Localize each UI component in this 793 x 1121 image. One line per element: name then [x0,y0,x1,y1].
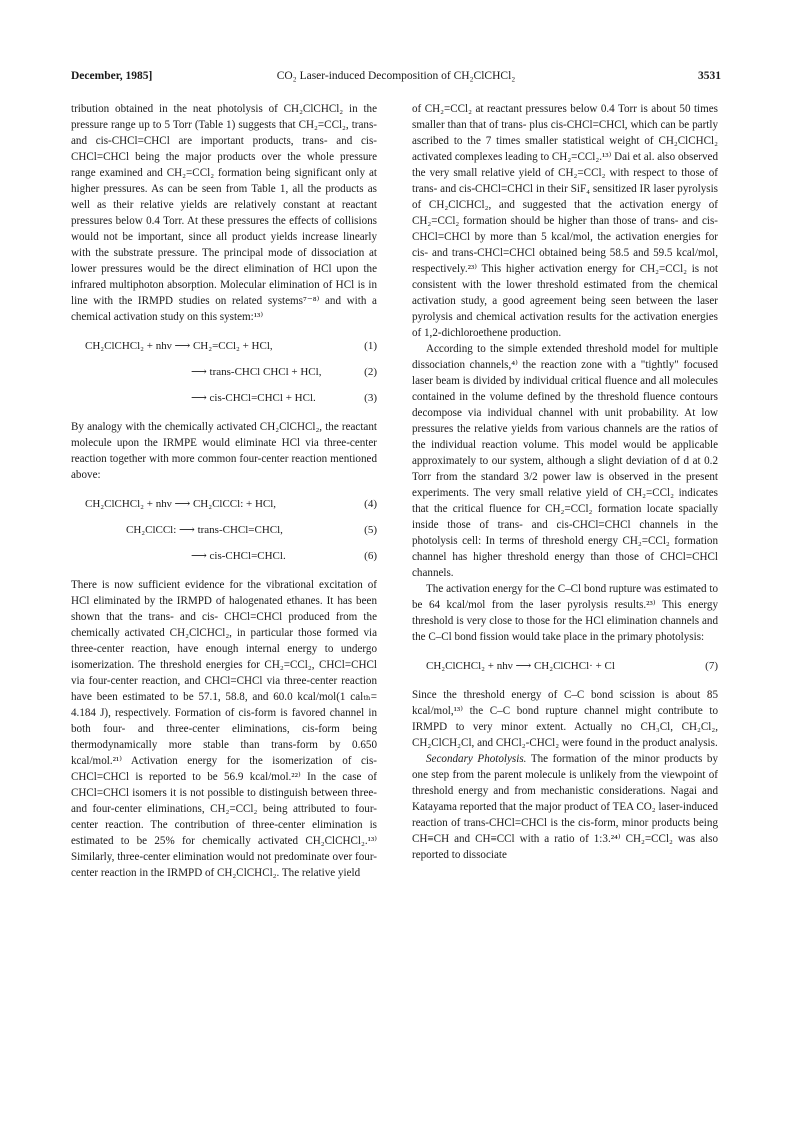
section-heading-secondary-photolysis: Secondary Photolysis. [426,753,527,765]
equation-6-text: ⟶ cis-CHCl=CHCl. [191,550,286,562]
equation-4-text: CH₂ClCHCl₂ + nhν ⟶ CH₂ClCCl: + HCl, [85,498,277,510]
equation-3-number: (3) [364,392,377,404]
equation-6 [71,545,377,567]
left-paragraph-3: There is now sufficient evidence for the vibrational excitation of HCl eliminated by the IRMPD of halogenated ethanes. It has been shown that the trans- and cis- CHCl=CHCl produced from the chemically activated CH₂ClCHCl₂, in particular those formed via three-center reaction, have enough internal energy to undergo isomerization. The threshold energies for CH₂=CCl₂, CHCl=CHCl via four-center reaction, and CHCl=CHCl via three-center reaction have been estimated to be 57.1, 58.8, and 60.0 kcal/mol(1 calₜₕ= 4.184 J), respectively. Formation of cis-form is favored channel in both four- and three-center eliminations, cis-form being thermodynamically more stable than trans-form by 0.650 kcal/mol.²¹⁾ Activation energy for the isomerization of cis-CHCl=CHCl is reported to be 56.9 kcal/mol.²²⁾ In the case of CHCl=CHCl isomers it is not possible to distinguish between three- and four-center eliminations, CH₂=CCl₂ being attributed to four-center reaction. The contribution of three-center elimination is estimated to be 25% for chemically activated CH₂ClCHCl₂.¹³⁾ Similarly, three-center elimination would not predominate over four-center reaction in the IRMPD of CH₂ClCHCl₂. The relative yield [71,579,377,879]
left-paragraph-1: tribution obtained in the neat photolysis of CH₂ClCHCl₂ in the pressure range up to 5 Torr (Table 1) suggests that CH₂=CCl₂, trans- and cis-CHCl=CHCl are important products, trans- and cis-CHCl=CHCl being the major products over the whole pressure range examined and CH₂=CCl₂ formation being significant only at higher pressures. As can be seen from Table 1, all the products as well as their relative yields are relatively constant at reactant pressures below 0.4 Torr. At these pressures the effects of collisions would not be important, since all product yields increase linearly with the substrate pressure. The principal mode of dissociation at lower pressures would be the direct elimination of HCl upon the infrared multiphoton absorption. Molecular elimination of HCl is in line with the IRMPD studies on related systems⁷⁻⁸⁾ and with a chemical activation study on this system:¹³⁾ [71,103,377,323]
right-paragraph-5 [412,751,718,863]
right-paragraph-4: Since the threshold energy of C–C bond scission is about 85 kcal/mol,¹³⁾ the C–C bond rupture channel might contribute to IRMPD to very minor extent. Actually no CH₃Cl, CH₂Cl₂, CH₂ClCH₂Cl, and CHCl₂-CHCl₂ were found in the product analysis. [412,689,718,749]
equation-1 [71,335,377,357]
right-paragraph-5-text: The formation of the minor products by one step from the parent molecule is unlikely from the viewpoint of threshold energy and from mechanistic considerations. Nagai and Katayama reported that the major product of TEA CO₂ laser-induced reaction of trans-CHCl=CHCl is the cis-form, minor products being CH≡CH and CH≡CCl with a ratio of 1:3.²⁴⁾ CH₂=CCl₂ was also reported to dissociate [412,753,719,861]
right-paragraph-2: According to the simple extended threshold model for multiple dissociation channels,⁴⁾ the reaction zone with a "tightly" focused laser beam is divided by individual critical fluence and all molecules contained in the volume defined by the threshold fluence contours decompose via individual channel with unit probability. At low pressures the relative yields from various channels are the ratios of the individual reaction volume. This model would be applicable approximately to our system, although a slight deviation of d at 0.2 Torr from the standard 3/2 power law is observed in the present experiments. The very small relative yield of CH₂=CCl₂ indicates that the critical fluence for CH₂=CCl₂ formation locate spacially inside those of trans- and cis-CHCl=CHCl channels in the photolysis cell: In terms of threshold energy CH₂=CCl₂ formation channel has higher threshold energy than those of CHCl=CHCl channels. [412,343,718,579]
header-title: CO₂ Laser-induced Decomposition of CH₂ClCHCl₂ [276,70,516,82]
equation-4-number: (4) [364,498,377,510]
right-column [412,101,718,863]
right-paragraph-3: The activation energy for the C–Cl bond rupture was estimated to be 64 kcal/mol from the laser pyrolysis results.²³⁾ This energy threshold is very close to those for the HCl elimination channels and the C–Cl bond fission would take place in the primary photolysis: [412,583,718,643]
equation-5-text: CH₂ClCCl: ⟶ trans-CHCl=CHCl, [126,524,283,536]
equation-2-text: ⟶ trans-CHCl CHCl + HCl, [191,366,322,378]
equation-5-number: (5) [364,524,377,536]
equation-3 [71,387,377,409]
header-date: December, 1985] [71,70,153,82]
equation-2-number: (2) [364,366,377,378]
equation-3-text: ⟶ cis-CHCl=CHCl + HCl. [191,392,316,404]
left-column [71,101,377,881]
equation-7 [412,655,718,677]
page-number: 3531 [698,70,721,82]
equation-7-text: CH₂ClCHCl₂ + nhν ⟶ CH₂ClCHCl· + Cl [426,660,615,672]
equation-4 [71,493,377,515]
left-paragraph-2: By analogy with the chemically activated CH₂ClCHCl₂, the reactant molecule upon the IRMPE would eliminate HCl via three-center reaction together with more common four-center reaction mentioned above: [71,421,377,481]
right-paragraph-1: of CH₂=CCl₂ at reactant pressures below 0.4 Torr is about 50 times smaller than that of trans- plus cis-CHCl=CHCl, which can be partly ascribed to the 7 times smaller statistical weight of CH₂ClCHCl₂ activated complexes leading to CH₂=CCl₂.¹³⁾ Dai et al. also observed the very small relative yield of CH₂=CCl₂ with respect to those of trans- and cis-CHCl=CHCl in their SiF₄ sensitized IR laser pyrolysis of CH₂ClCHCl₂, and suggested that the activation energy of CH₂=CCl₂ formation should be higher than those of trans- and cis-CHCl=CHCl by more than 5 kcal/mol, the activation energies for cis- and trans-CHCl=CHCl obtained being 58.5 and 59.5 kcal/mol, respectively.²³⁾ This higher activation energy for CH₂=CCl₂ is not consistent with the lower threshold estimated from the chemical activation study, a good agreement being seen between the laser pyrolysis and chemical activation results for the activation energies of 1,2-dichloroethene production. [412,103,718,339]
running-header [71,70,721,88]
equation-5 [71,519,377,541]
equation-7-number: (7) [705,660,718,672]
equation-2 [71,361,377,383]
equation-1-text: CH₂ClCHCl₂ + nhν ⟶ CH₂=CCl₂ + HCl, [85,340,273,352]
equation-1-number: (1) [364,340,377,352]
equation-6-number: (6) [364,550,377,562]
